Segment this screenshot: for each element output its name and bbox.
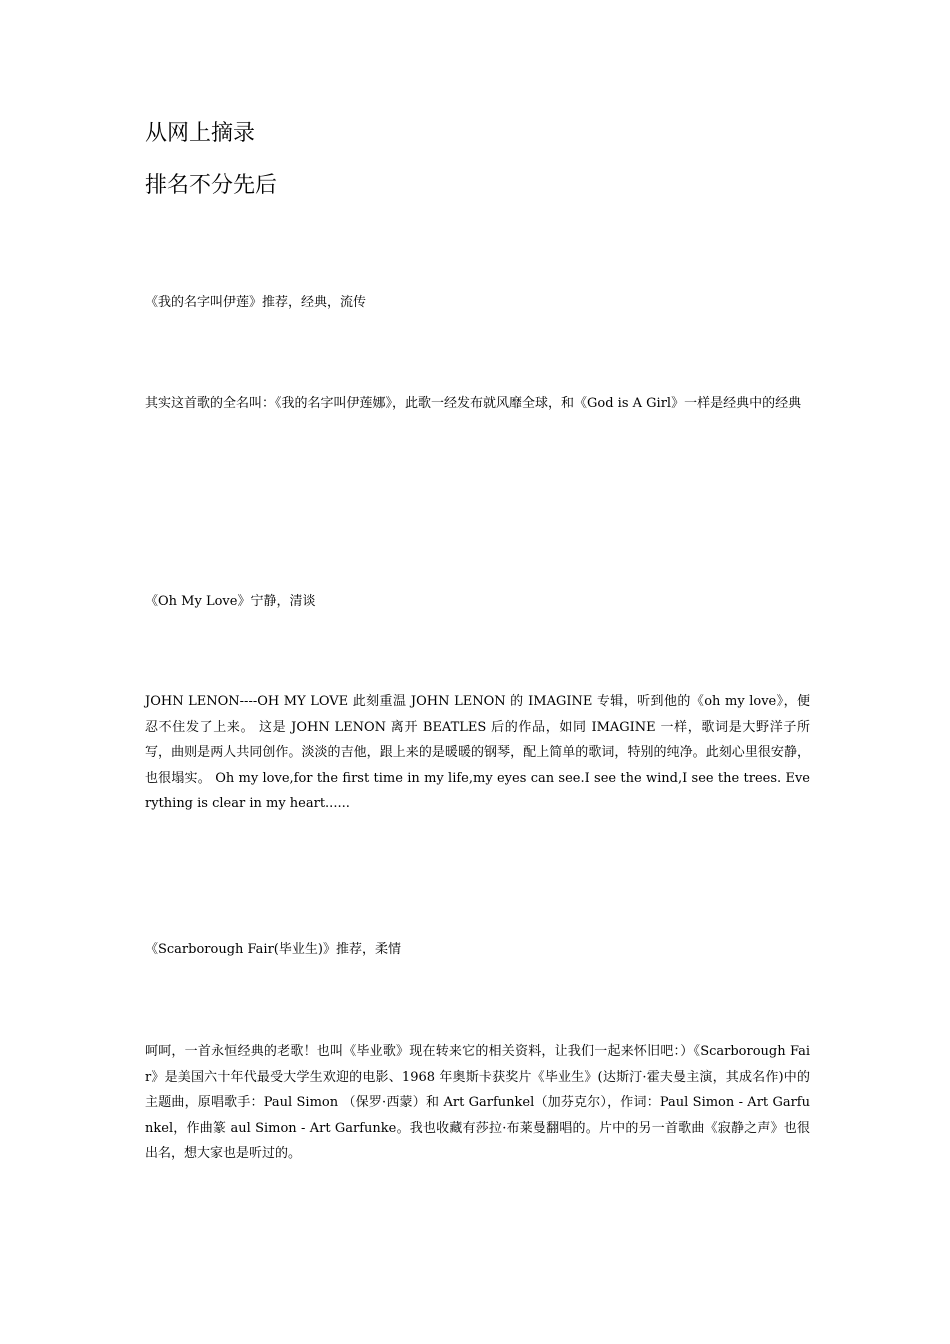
song-description-2: JOHN LENON----OH MY LOVE 此刻重温 JOHN LENON 的 IMAGINE 专辑，听到他的《oh my love》，便忍不住发了上来。 这是 JOHN LENON 离开 BEATLES 后的作品，如同 IMAGINE 一样，歌词是大野洋子所写，曲则是两人共同创作。淡淡的吉他，跟上来的是暖暖的钢琴，配上简单的歌词，特别的纯净。此刻心里很安静，也很塌实。 Oh my love,for the first time in my life,my eyes can see.I see the wind,I see the trees. Everything is clear in my heart...... [145, 694, 810, 811]
song-description-3: 呵呵，一首永恒经典的老歌！也叫《毕业歌》现在转来它的相关资料，让我们一起来怀旧吧：）《Scarborough Fair》是美国六十年代最受大学生欢迎的电影、1968 年奥斯卡获奖片《毕业生》(达斯汀·霍夫曼主演，其成名作)中的主题曲，原唱歌手：Paul Simon （保罗·西蒙）和 Art Garfunkel（加芬克尔），作词：Paul Simon - Art Garfunkel，作曲篆 aul Simon - Art Garfunke。我也收藏有莎拉·布莱曼翻唱的。片中的另一首歌曲《寂静之声》也很出名，想大家也是听过的。 [145, 1044, 810, 1161]
song-title-1: 《我的名字叫伊莲》推荐，经典，流传 [145, 295, 367, 310]
song-title-2: 《Oh My Love》宁静，清谈 [145, 594, 316, 609]
song-description-1: 其实这首歌的全名叫：《我的名字叫伊莲娜》，此歌一经发布就风靡全球，和《God is A Girl》一样是经典中的经典 [145, 396, 802, 411]
song-title-3: 《Scarborough Fair(毕业生)》推荐，柔情 [145, 942, 401, 957]
page-heading-source: 从网上摘录 [145, 121, 256, 146]
page-heading-ranking-note: 排名不分先后 [145, 173, 278, 198]
